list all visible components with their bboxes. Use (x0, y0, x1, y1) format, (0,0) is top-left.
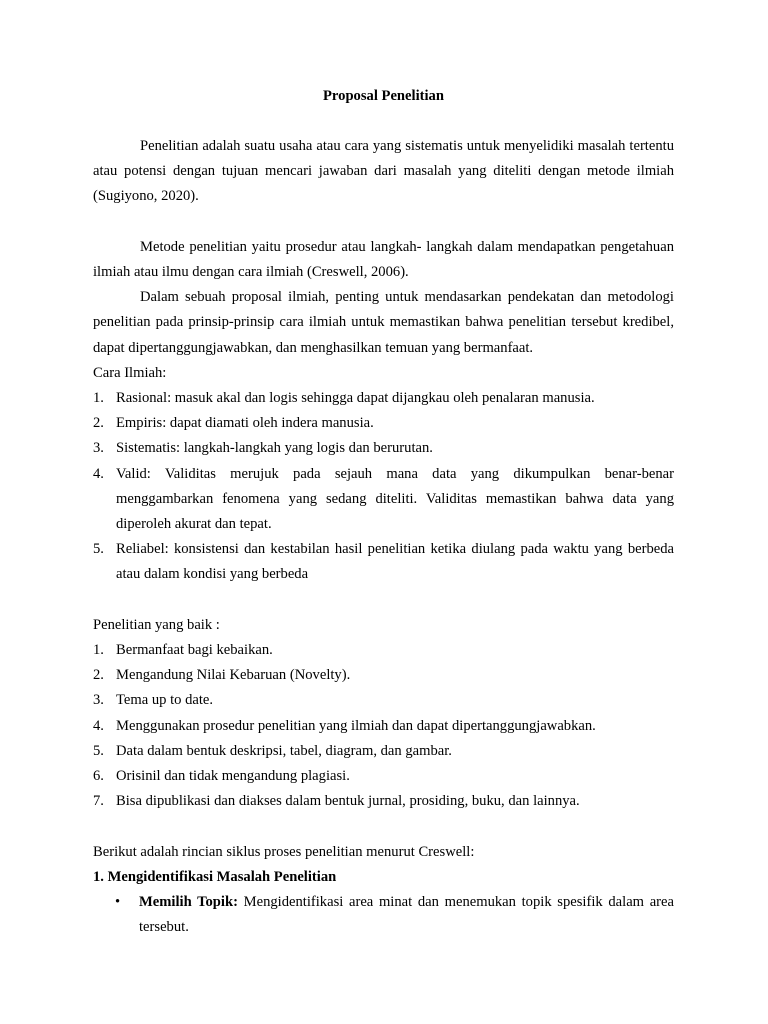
list-number: 6. (93, 768, 104, 785)
list-number: 1. (93, 642, 104, 659)
list-number: 2. (93, 667, 104, 684)
list-item (93, 714, 674, 739)
list-number: 5. (93, 541, 104, 558)
list-number: 2. (93, 415, 104, 432)
list-item (93, 411, 674, 436)
spacer (93, 109, 674, 134)
list-item (93, 663, 674, 688)
cara-ilmiah-list (93, 386, 674, 588)
list-item-text: Bermanfaat bagi kebaikan. (116, 642, 273, 659)
spacer (93, 814, 674, 839)
list-item (93, 436, 674, 461)
list-item (93, 739, 674, 764)
siklus-bullet-list (93, 890, 674, 940)
document-title: Proposal Penelitian (323, 88, 444, 104)
penelitian-baik-heading: Penelitian yang baik : (93, 616, 220, 633)
list-item-text: Sistematis: langkah-langkah yang logis dan berurutan. (116, 440, 433, 457)
list-item-text: Tema up to date. (116, 692, 214, 709)
bullet-item (93, 890, 674, 940)
paragraph-proposal: Dalam sebuah proposal ilmiah, penting untuk mendasarkan pendekatan dan metodologi penelitian pada prinsip-prinsip cara ilmiah untuk memastikan bahwa penelitian tersebut kredibel, dapat dipertanggungjawabkan, dan menghasilkan temuan yang bermanfaat. (93, 289, 674, 356)
list-item-text: Orisinil dan tidak mengandung plagiasi. (116, 768, 350, 785)
list-item-text: Menggunakan prosedur penelitian yang ilmiah dan dapat dipertanggungjawabkan. (116, 717, 596, 734)
list-item (93, 537, 674, 587)
siklus-intro: Berikut adalah rincian siklus proses penelitian menurut Creswell: (93, 843, 475, 860)
list-number: 3. (93, 692, 104, 709)
list-number: 3. (93, 440, 104, 457)
list-item-text: Empiris: dapat diamati oleh indera manusia. (116, 415, 374, 432)
list-number: 7. (93, 793, 104, 810)
list-item (93, 764, 674, 789)
bullet-text: Mengidentifikasi area minat dan menemukan topik spesifik dalam area tersebut. (139, 894, 674, 936)
section-heading-identify-problem: 1. Mengidentifikasi Masalah Penelitian (93, 868, 337, 885)
spacer (93, 210, 674, 235)
list-item (93, 386, 674, 411)
list-number: 5. (93, 742, 104, 759)
list-item-text: Valid: Validitas merujuk pada sejauh mana data yang dikumpulkan benar-benar menggambarkan fenomena yang sedang diteliti. Validitas memastikan bahwa data yang diperoleh akurat dan tepat. (116, 465, 674, 533)
list-item-text: Rasional: masuk akal dan logis sehingga dapat dijangkau oleh penalaran manusia. (116, 390, 595, 407)
list-number: 1. (93, 390, 104, 407)
list-item (93, 688, 674, 713)
list-item (93, 462, 674, 538)
spacer (93, 588, 674, 613)
list-item-text: Data dalam bentuk deskripsi, tabel, diagram, dan gambar. (116, 742, 452, 759)
cara-ilmiah-heading: Cara Ilmiah: (93, 364, 167, 381)
document-body (93, 84, 674, 940)
list-number: 4. (93, 717, 104, 734)
list-item (93, 789, 674, 814)
list-item-text: Mengandung Nilai Kebaruan (Novelty). (116, 667, 351, 684)
bullet-label: Memilih Topik: (139, 894, 238, 911)
penelitian-baik-list (93, 638, 674, 814)
list-item-text: Bisa dipublikasi dan diakses dalam bentuk jurnal, prosiding, buku, dan lainnya. (116, 793, 580, 810)
paragraph-method: Metode penelitian yaitu prosedur atau langkah- langkah dalam mendapatkan pengetahuan ilmiah atau ilmu dengan cara ilmiah (Creswell, 2006). (93, 238, 674, 280)
paragraph-definition: Penelitian adalah suatu usaha atau cara yang sistematis untuk menyelidiki masalah tertentu atau potensi dengan tujuan mencari jawaban dari masalah yang diteliti dengan metode ilmiah (Sugiyono, 2020). (93, 138, 674, 205)
bullet-icon: • (115, 894, 121, 911)
list-item-text: Reliabel: konsistensi dan kestabilan hasil penelitian ketika diulang pada waktu yang berbeda atau dalam kondisi yang berbeda (116, 541, 674, 583)
list-number: 4. (93, 465, 104, 482)
list-item (93, 638, 674, 663)
